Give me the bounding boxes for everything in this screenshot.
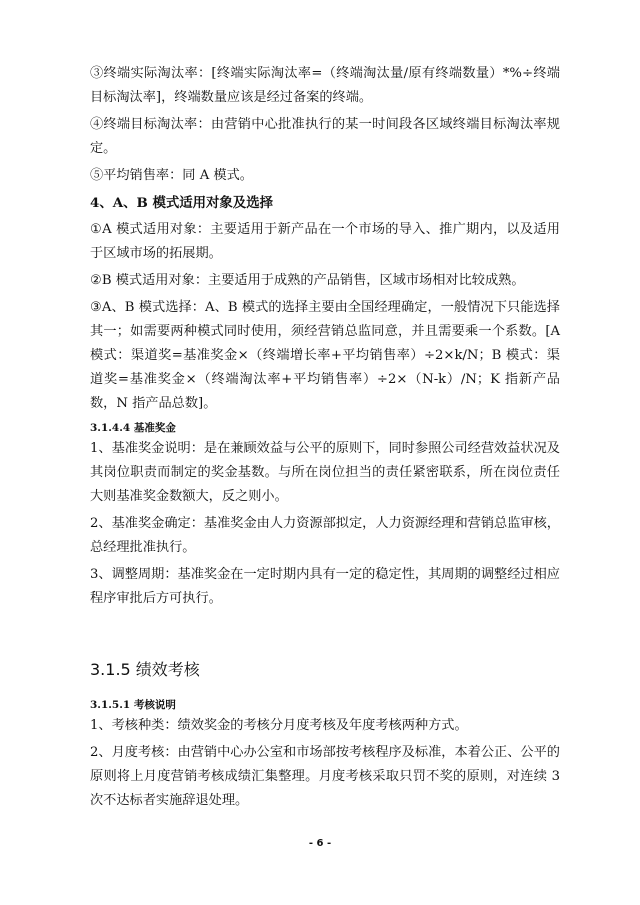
- page-content: [90, 62, 560, 813]
- paragraph-adjustment-period: 3、调整周期：基准奖金在一定时期内具有一定的稳定性，其周期的调整经过相应程序审批后方可执行。: [90, 567, 560, 606]
- paragraph-mode-a-target: ①A 模式适用对象：主要适用于新产品在一个市场的导入、推广期内，以及适用于区域市场的拓展期。: [90, 222, 560, 261]
- section-heading-base-bonus: 3.1.4.4 基准奖金: [90, 422, 176, 434]
- paragraph-average-sales-rate: ⑤平均销售率：同 A 模式。: [90, 168, 253, 183]
- paragraph-base-bonus-determination: 2、基准奖金确定：基准奖金由人力资源部拟定，人力资源经理和营销总监审核，总经理批准执行。: [90, 516, 560, 555]
- paragraph-mode-b-target: ②B 模式适用对象：主要适用于成熟的产品销售，区域市场相对比较成熟。: [90, 273, 525, 288]
- paragraph-base-bonus-desc: 1、基准奖金说明：是在兼顾效益与公平的原则下，同时参照公司经营效益状况及其岗位职责而制定的奖金基数。与所在岗位担当的责任紧密联系，所在岗位责任大则基准奖金数额大，反之则小。: [90, 441, 560, 504]
- paragraph-terminal-actual-rate: ③终端实际淘汰率：[终端实际淘汰率=（终端淘汰量/原有终端数量）*%÷终端目标淘汰率]，终端数量应该是经过备案的终端。: [90, 66, 560, 105]
- section-heading-performance-review: 3.1.5 绩效考核: [90, 660, 200, 679]
- paragraph-review-types: 1、考核种类：绩效奖金的考核分月度考核及年度考核两种方式。: [90, 718, 468, 733]
- paragraph-monthly-review: 2、月度考核：由营销中心办公室和市场部按考核程序及标准，本着公正、公平的原则将上月度营销考核成绩汇集整理。月度考核采取只罚不奖的原则，对连续 3 次不达标者实施辞退处理。: [90, 745, 560, 808]
- paragraph-terminal-target-rate: ④终端目标淘汰率：由营销中心批准执行的某一时间段各区域终端目标淘汰率规定。: [90, 117, 560, 156]
- paragraph-mode-selection: ③A、B 模式选择：A、B 模式的选择主要由全国经理确定，一般情况下只能选择其一；如需要两种模式同时使用，须经营销总监同意，并且需要乘一个系数。[A 模式：渠道奖=基准奖金×（终端增长率+平均销售率）÷2×k/N；B 模式：渠道奖=基准奖金×（终端淘汰率+平均销售率）÷2×（N-k）/N；K 指新产品数，N 指产品总数]。: [90, 300, 560, 411]
- section-heading-ab-modes: 4、A、B 模式适用对象及选择: [90, 195, 273, 211]
- page-number: - 6 -: [308, 838, 332, 849]
- section-heading-review-notes: 3.1.5.1 考核说明: [90, 699, 176, 711]
